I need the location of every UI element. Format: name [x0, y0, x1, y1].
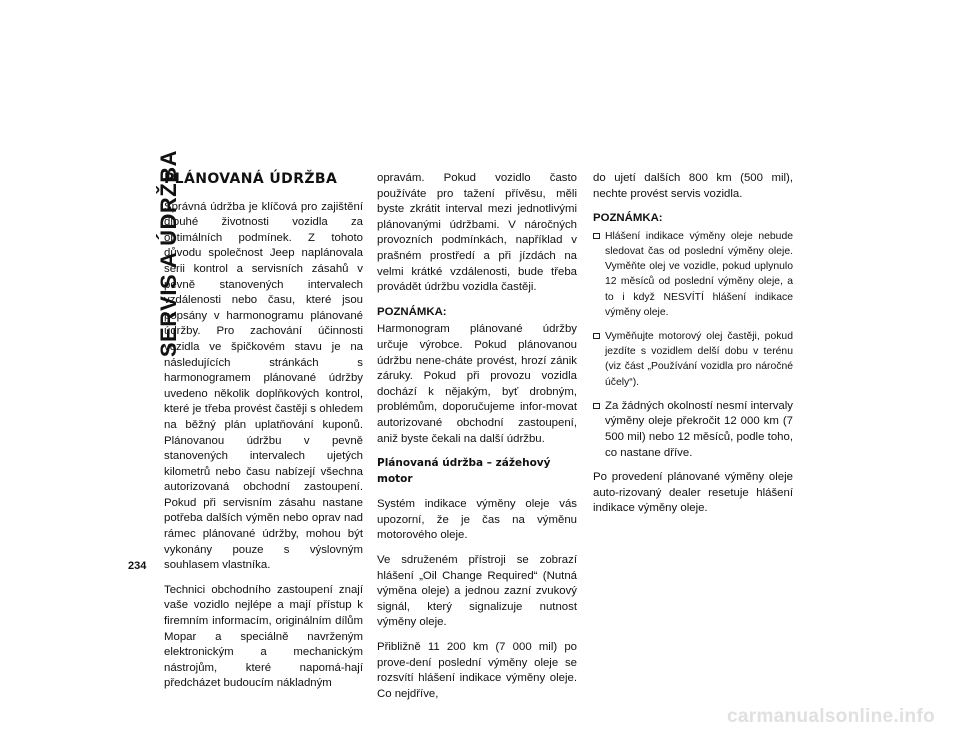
page-number: 234	[128, 560, 147, 572]
column-3	[593, 171, 793, 526]
paragraph: Ve sdruženém přístroji se zobrazí hlášení „Oil Change Required“ (Nutná výměna oleje) a jednou zazní zvukový signál, který signalizuje nutnost výměny oleje.	[377, 554, 577, 629]
column-2	[377, 171, 577, 711]
note-bullet	[593, 329, 793, 390]
note-bullet	[593, 229, 793, 320]
paragraph: Přibližně 11 200 km (7 000 mil) po prove-dení poslední výměny oleje se rozsvítí hlášení indikace výměny oleje. Co nejdříve,	[377, 641, 577, 700]
paragraph: Technici obchodního zastoupení znají vaše vozidlo nejlépe a mají přístup k firemním informacím, originálním dílům Mopar a speciálně navrženým elektronickým a mechanickým nástrojům, které napomá-hají předcházet budoucím nákladným	[164, 583, 363, 690]
paragraph: Po provedení plánované výměny oleje auto-rizovaný dealer resetuje hlášení indikace výměny oleje.	[593, 471, 793, 515]
column-1	[164, 170, 363, 701]
subheading: Plánovaná údržba – zážehový motor	[377, 457, 551, 485]
section-side-title-text: SERVIS A ÚDRŽBA	[156, 150, 181, 358]
paragraph: Správná údržba je klíčová pro zajištění dlouhé životnosti vozidla za optimálních podmínek. Z tohoto důvodu společnost Jeep naplánovala sérii kontrol a servisních zásahů v pevně stanovených intervalech vzdálenosti nebo času, které jsou popsány v harmonogramu plánované údržby. Pro zachování účinnosti vozidla ve špičkovém stavu je na následujících stránkách s harmonogramem plánované údržby uvedeno několik doplňkových kontrol, které je třeba provést častěji s ohledem na běžný plán uplatňování kuponů. Plánovanou údržbu v pevně stanovených intervalech ujetých kilometrů nebo času nabízejí všechna autorizovaná obchodní zastoupení. Pokud při servisním zásahu nastane potřeba dalších výměn nebo oprav nad rámec plánované údržby, mohou být vykonány pouze s výslovným souhlasem vlastníka.	[164, 200, 363, 572]
watermark: carmanualsonline.info	[727, 706, 935, 727]
note-title: POZNÁMKA:	[377, 305, 447, 318]
note-bullet-text: Za žádných okolností nesmí intervaly výměny oleje překročit 12 000 km (7 500 mil) nebo 12 měsíců, podle toho, co nastane dříve.	[605, 399, 793, 459]
section-side-title	[124, 150, 181, 550]
paragraph: opravám. Pokud vozidlo často používáte pro tažení přívěsu, měli byste zkrátit interval mezi jednotlivými plánovanými údržbami. V náročných provozních podmínkách, například v prašném prostředí a při jízdách na velmi krátké vzdálenosti, bude třeba provádět údržbu vozidla častěji.	[377, 172, 577, 294]
checkbox-bullet-icon	[593, 233, 600, 239]
page-heading: PLÁNOVANÁ ÚDRŽBA	[164, 171, 338, 187]
note-title: POZNÁMKA:	[593, 212, 663, 225]
checkbox-bullet-icon	[593, 333, 600, 339]
paragraph: do ujetí dalších 800 km (500 mil), nechte provést servis vozidla.	[593, 172, 793, 200]
note-bullet-text: Hlášení indikace výměny oleje nebude sledovat čas od poslední výměny oleje. Vyměňte olej ve vozidle, pokud uplynulo 12 měsíců od poslední výměny oleje, a to i když NESVÍTÍ hlášení indikace výměny oleje.	[605, 230, 793, 318]
note-bullet	[593, 399, 793, 461]
checkbox-bullet-icon	[593, 403, 600, 409]
paragraph: Systém indikace výměny oleje vás upozorní, že je čas na výměnu motorového oleje.	[377, 498, 577, 542]
note-text: Harmonogram plánované údržby určuje výrobce. Pokud plánovanou údržbu nene-cháte provést, hrozí zánik záruky. Pokud při provozu vozidla dochází k nějakým, byť drobným, problémům, doporučujeme infor-movat autorizované obchodní zastoupení, aniž byste čekali na další údržbu.	[377, 323, 577, 445]
note-bullet-text: Vyměňujte motorový olej častěji, pokud jezdíte s vozidlem delší dobu v terénu (viz část „Používání vozidla pro náročné účely“).	[605, 331, 793, 388]
